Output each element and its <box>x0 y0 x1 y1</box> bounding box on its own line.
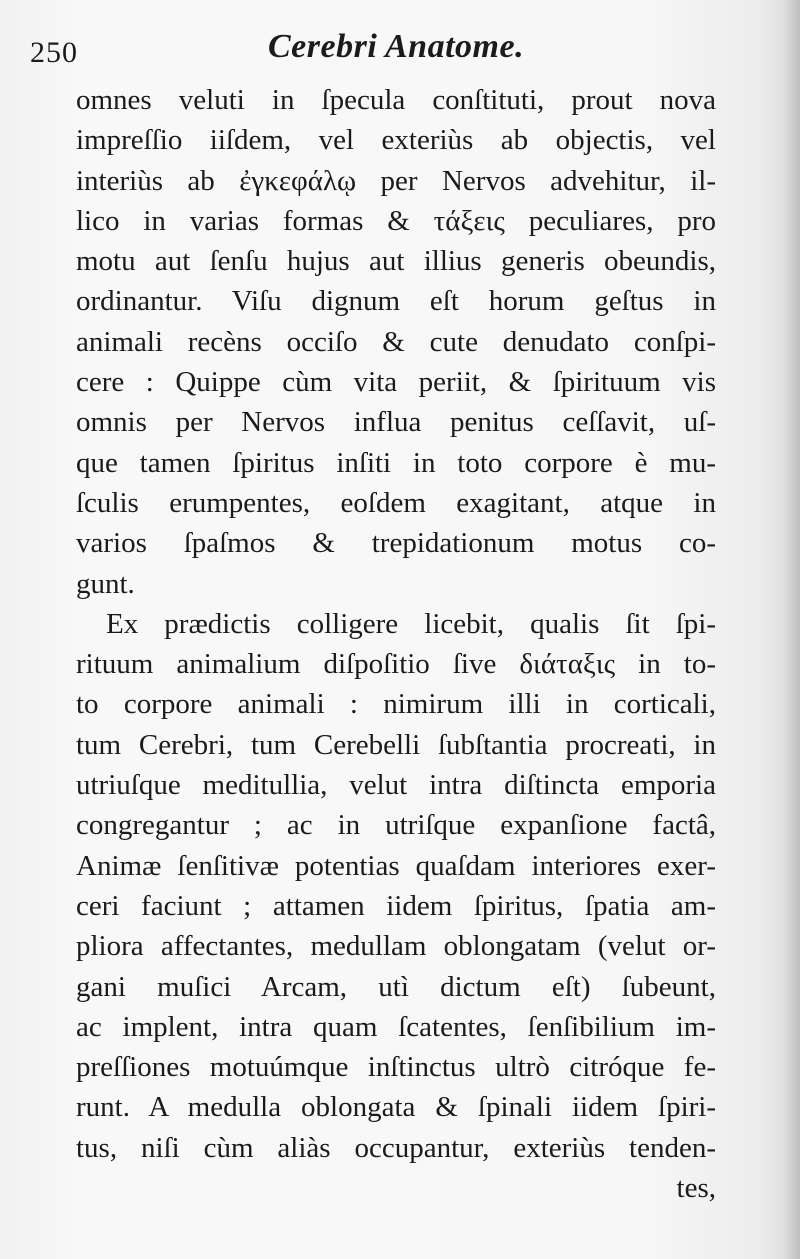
text-line: cere : Quippe cùm vita periit, & ſpirituum vis <box>76 366 716 399</box>
text-line: ſculis erumpentes, eoſdem exagitant, atque in <box>76 486 716 519</box>
text-line: lico in varias formas & τάξεις peculiares, pro <box>76 204 716 237</box>
text-line: ordinantur. Viſu dignum eſt horum geſtus in <box>76 285 716 318</box>
text-line: utriuſque meditullia, velut intra diſtincta emporia <box>76 769 716 802</box>
text-line: interiùs ab ἐγκεφάλῳ per Nervos advehitur, il- <box>76 164 716 197</box>
text-line: gunt. <box>76 567 135 600</box>
text-line: preſſiones motuúmque inſtinctus ultrò citróque fe- <box>76 1051 716 1084</box>
text-line: que tamen ſpiritus inſiti in toto corpore è mu- <box>76 446 716 479</box>
page-edge-shadow <box>782 0 800 1259</box>
text-line: omnes veluti in ſpecula conſtituti, prout nova <box>76 84 716 116</box>
text-line: impreſſio iiſdem, vel exteriùs ab objectis, vel <box>76 124 716 157</box>
text-line: ceri faciunt ; attamen iidem ſpiritus, ſpatia am- <box>76 889 716 922</box>
text-line: animali recèns occiſo & cute denudato conſpi- <box>76 325 716 358</box>
text-line: tus, niſi cùm aliàs occupantur, exteriùs tenden- <box>76 1131 716 1164</box>
page-number: 250 <box>30 36 78 69</box>
text-line: rituum animalium diſpoſitio ſive διάταξις in to- <box>76 648 716 681</box>
text-line: pliora affectantes, medullam oblongatam (velut or- <box>76 930 716 963</box>
body-text <box>76 80 716 1208</box>
running-title: Cerebri Anatome. <box>268 28 525 65</box>
text-line: varios ſpaſmos & trepidationum motus co- <box>76 527 716 560</box>
text-line: to corpore animali : nimirum illi in corticali, <box>76 688 716 721</box>
text-line: Ex prædictis colligere licebit, qualis ſit ſpi- <box>106 607 716 640</box>
text-line: ac implent, intra quam ſcatentes, ſenſibilium im- <box>76 1010 716 1043</box>
text-line: gani muſici Arcam, utì dictum eſt) ſubeunt, <box>76 970 716 1003</box>
catchword: tes, <box>676 1172 716 1205</box>
text-line: tum Cerebri, tum Cerebelli ſubſtantia procreati, in <box>76 728 716 761</box>
page-header <box>30 28 770 78</box>
text-line: congregantur ; ac in utriſque expanſione factâ, <box>76 809 716 842</box>
text-line: omnis per Nervos influa penitus ceſſavit, uſ- <box>76 406 716 439</box>
text-line: runt. A medulla oblongata & ſpinali iidem ſpiri- <box>76 1091 716 1124</box>
text-line: Animæ ſenſitivæ potentias quaſdam interiores exer- <box>76 849 716 882</box>
text-line: motu aut ſenſu hujus aut illius generis obeundis, <box>76 245 716 278</box>
